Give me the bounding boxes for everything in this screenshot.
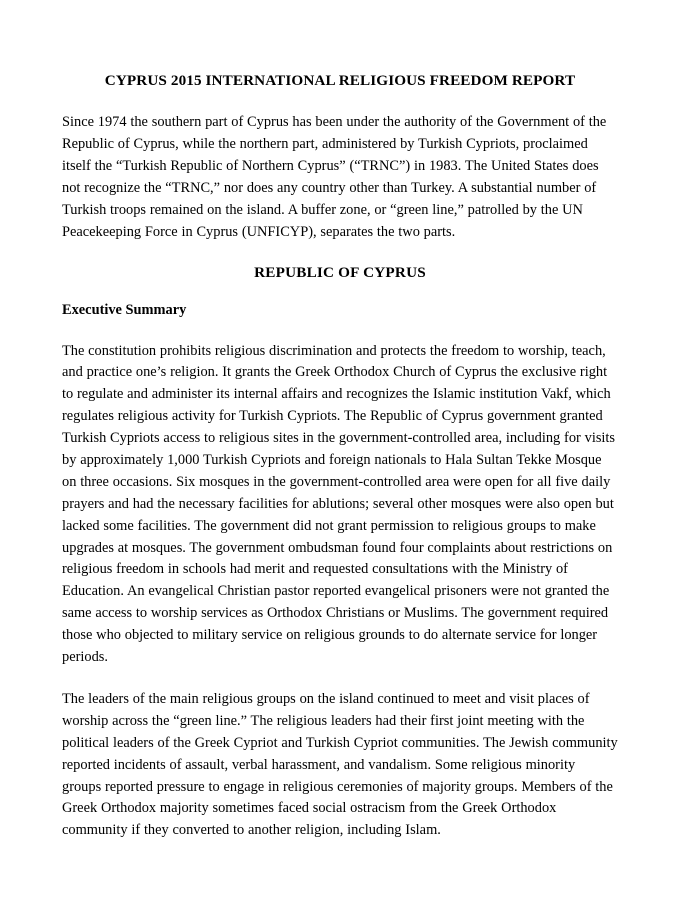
- body-paragraph-2: The leaders of the main religious groups on the island continued to meet and visit places of worship across the “green line.” The religious leaders had their first joint meeting with the political leaders of the Greek Cypriot and Turkish Cypriot communities. The Jewish community reported incidents of assault, verbal harassment, and vandalism. Some religious minority groups reported pressure to engage in religious ceremonies of majority groups. Members of the Greek Orthodox majority sometimes faced social ostracism from the Greek Orthodox community if they converted to another religion, including Islam.: [62, 690, 618, 839]
- intro-paragraph: Since 1974 the southern part of Cyprus has been under the authority of the Government of the Republic of Cyprus, while the northern part, administered by Turkish Cypriots, proclaimed itself the “Turkish Republic of Northern Cyprus” (“TRNC”) in 1983. The United States does not recognize the “TRNC,” nor does any country other than Turkey. A substantial number of Turkish troops remained on the island. A buffer zone, or “green line,” patrolled by the UN Peacekeeping Force in Cyprus (UNFICYP), separates the two parts.: [62, 114, 607, 240]
- section-heading: REPUBLIC OF CYPRUS: [254, 263, 426, 281]
- page-title: CYPRUS 2015 INTERNATIONAL RELIGIOUS FREEDOM REPORT: [104, 72, 576, 89]
- body-paragraph-1: The constitution prohibits religious discrimination and protects the freedom to worship, teach, and practice one’s religion. It grants the Greek Orthodox Church of Cyprus the exclusive right to regulate and administer its internal affairs and recognizes the Islamic institution Vakf, which regulates religious activity for Turkish Cypriots. The Republic of Cyprus government granted Turkish Cypriots access to religious sites in the government-controlled area, including for visits by approximately 1,000 Turkish Cypriots and foreign nationals to Hala Sultan Tekke Mosque on three occasions. Six mosques in the government-controlled area were open for all five daily prayers and had the necessary facilities for ablutions; several other mosques were also open but lacked some facilities. The government did not grant permission to religious groups to make upgrades at mosques. The government ombudsman found four complaints about restrictions on religious freedom in schools had merit and requested consultations with the Ministry of Education. An evangelical Christian pastor reported evangelical prisoners were not granted the same access to worship services as Orthodox Christians or Muslims. The government required those who objected to military service on religious grounds to do alternate service for longer periods.: [62, 342, 616, 666]
- executive-summary-heading: Executive Summary: [62, 301, 187, 318]
